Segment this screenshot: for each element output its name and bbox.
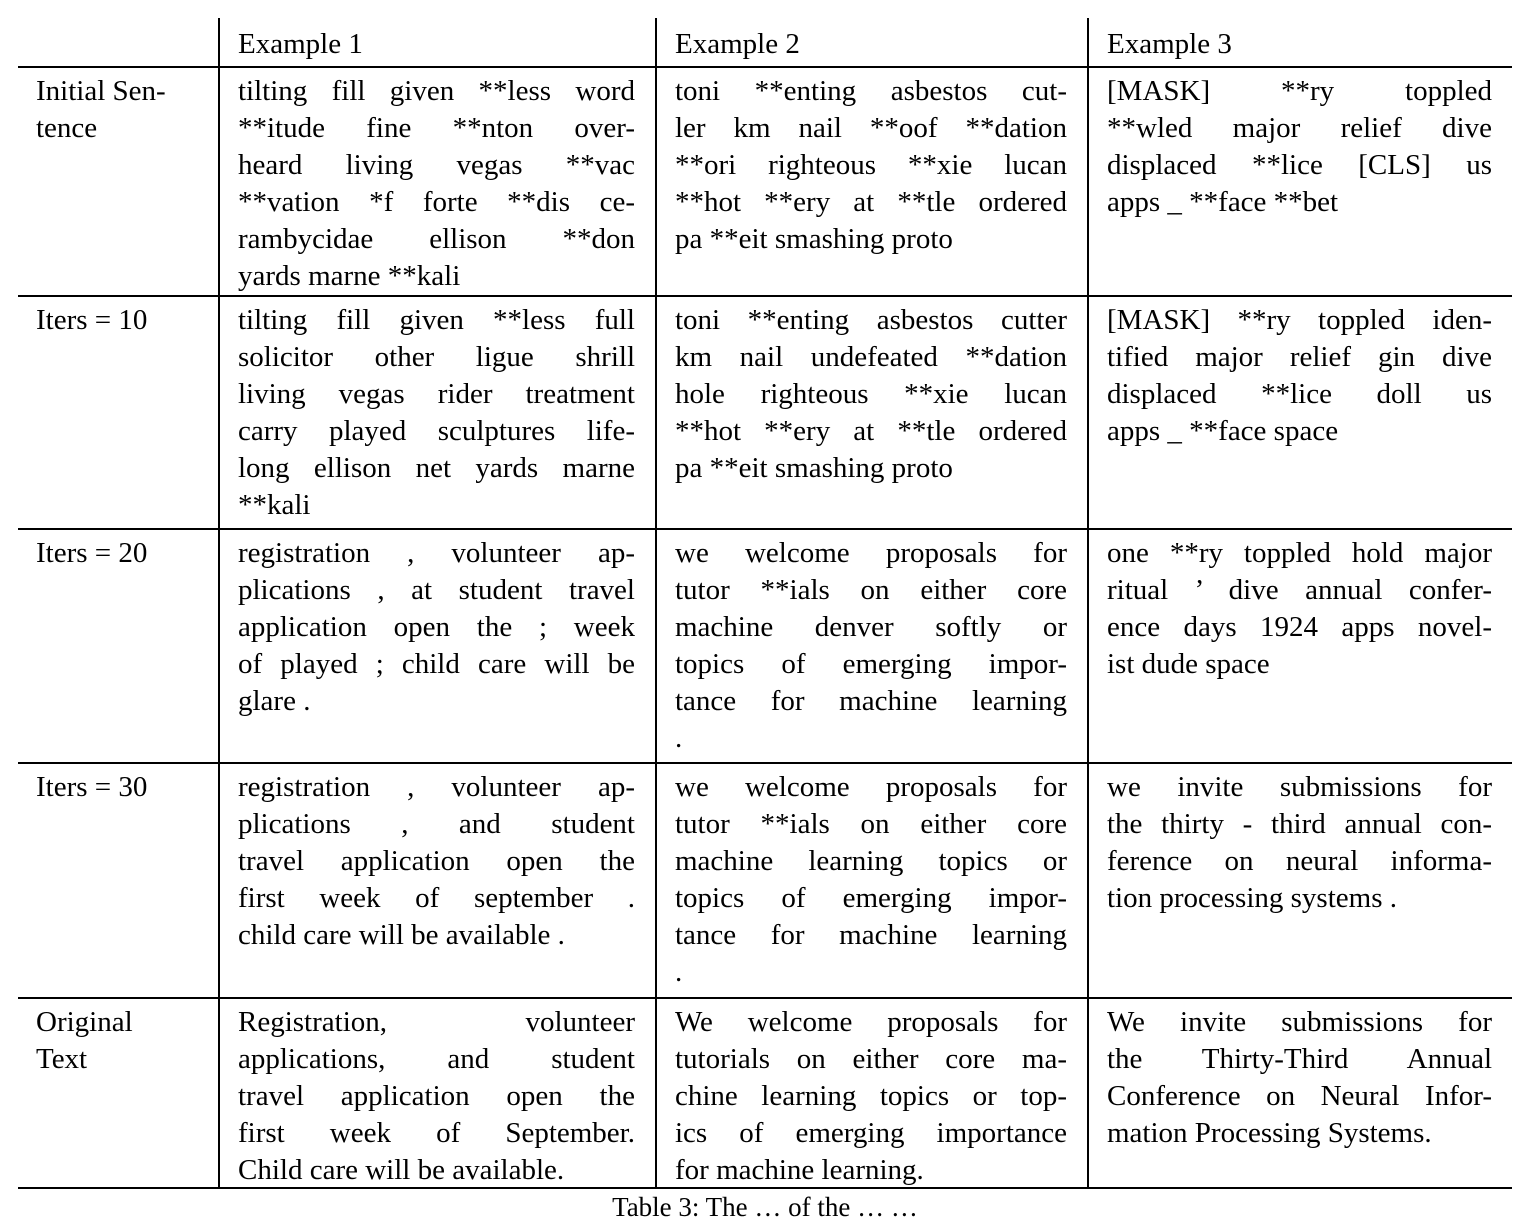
table-row-iters-30 (18, 762, 1512, 997)
column-header-example-2: Example 2 (655, 18, 1087, 66)
examples-table (18, 18, 1512, 1189)
corner-cell (18, 18, 218, 66)
cell-original-text-example-1: Registration, volunteer applications, and student travel application open the first week of September. Child care will be available. (218, 999, 655, 1189)
table-row-iters-20 (18, 528, 1512, 762)
column-header-example-1: Example 1 (218, 18, 655, 66)
cell-iters-30-example-3: we invite submissions for the thirty - third annual con- ference on neural informa- tion processing systems . (1087, 764, 1512, 997)
table-header-row (18, 18, 1512, 66)
cell-iters-20-example-3: one **ry toppled hold major ritual ’ dive annual confer- ence days 1924 apps novel- ist dude space (1087, 530, 1512, 762)
row-label-iters-30: Iters = 30 (36, 771, 148, 803)
table-row-initial-sentence (18, 66, 1512, 295)
row-label-initial-sentence: Initial Sen- tence (36, 75, 166, 144)
cell-initial-sentence-example-1: tilting fill given **less word **itude fine **nton over- heard living vegas **vac **vation *f forte **dis ce- rambycidae ellison **don yards marne **kali (218, 68, 655, 295)
table-row-original-text (18, 997, 1512, 1189)
cell-original-text-example-3: We invite submissions for the Thirty-Third Annual Conference on Neural Infor- mation Processing Systems. (1087, 999, 1512, 1189)
column-header-example-3: Example 3 (1087, 18, 1512, 66)
row-label-original-text: Original Text (36, 1006, 133, 1075)
row-label-iters-20: Iters = 20 (36, 537, 148, 569)
table-caption: Table 3: The … of the … … (612, 1192, 918, 1222)
cell-iters-30-example-1: registration , volunteer ap- plications , and student travel application open the first week of september . child care will be available . (218, 764, 655, 997)
cell-iters-10-example-1: tilting fill given **less full solicitor other ligue shrill living vegas rider treatment carry played sculptures life- long ellison net yards marne **kali (218, 297, 655, 528)
table-row-iters-10 (18, 295, 1512, 528)
cell-original-text-example-2: We welcome proposals for tutorials on either core ma- chine learning topics or top- ics of emerging importance for machine learning. (655, 999, 1087, 1189)
cell-iters-20-example-1: registration , volunteer ap- plications , at student travel application open the ; week of played ; child care will be glare . (218, 530, 655, 762)
row-label-iters-10: Iters = 10 (36, 304, 148, 336)
cell-initial-sentence-example-3: [MASK] **ry toppled **wled major relief dive displaced **lice [CLS] us apps _ **face **bet (1087, 68, 1512, 295)
cell-iters-30-example-2: we welcome proposals for tutor **ials on either core machine learning topics or topics of emerging impor- tance for machine learning . (655, 764, 1087, 997)
cell-iters-10-example-3: [MASK] **ry toppled iden- tified major relief gin dive displaced **lice doll us apps _ **face space (1087, 297, 1512, 528)
cell-initial-sentence-example-2: toni **enting asbestos cut- ler km nail **oof **dation **ori righteous **xie lucan **hot **ery at **tle ordered pa **eit smashing proto (655, 68, 1087, 295)
cell-iters-10-example-2: toni **enting asbestos cutter km nail undefeated **dation hole righteous **xie lucan **hot **ery at **tle ordered pa **eit smashing proto (655, 297, 1087, 528)
cell-iters-20-example-2: we welcome proposals for tutor **ials on either core machine denver softly or topics of emerging impor- tance for machine learning . (655, 530, 1087, 762)
